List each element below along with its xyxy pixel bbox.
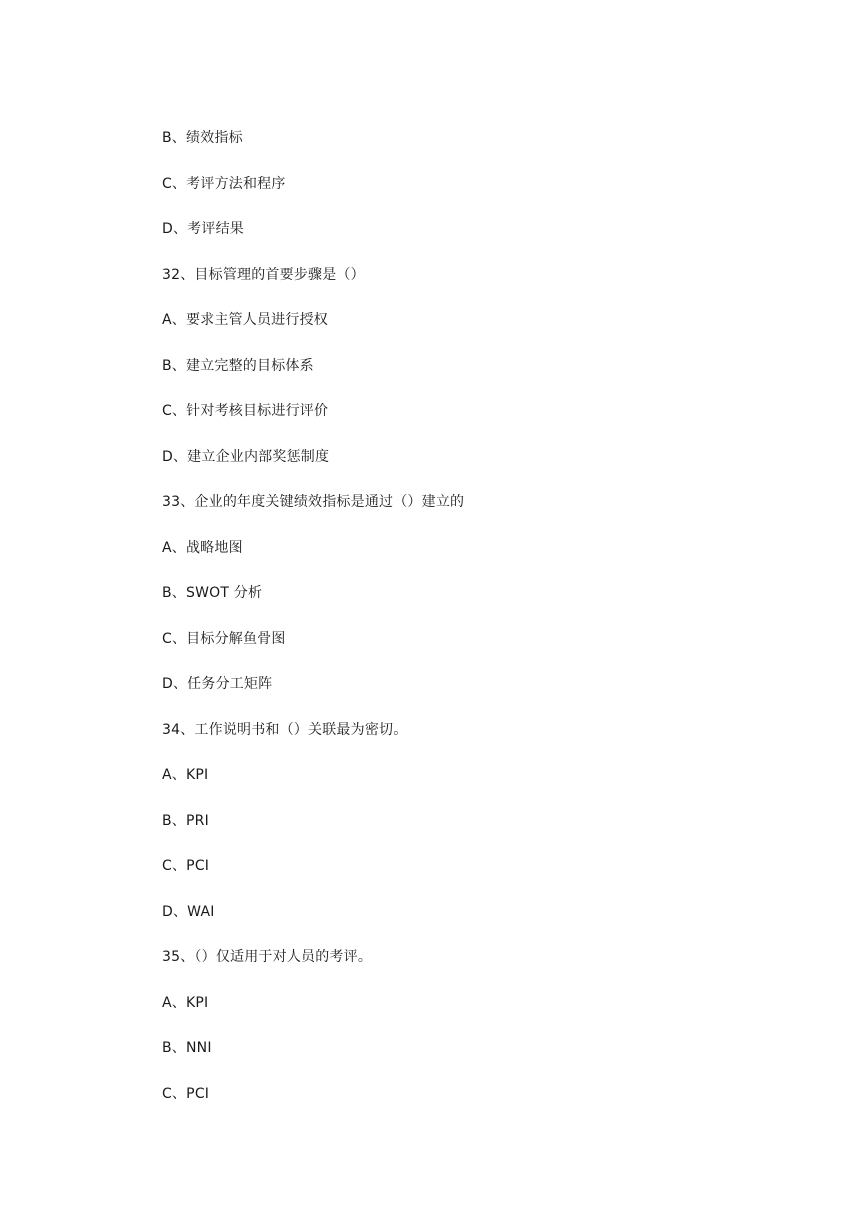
question-line: 33、企业的年度关键绩效指标是通过（）建立的: [162, 494, 465, 510]
option-line: C、PCI: [162, 1086, 210, 1102]
option-line: B、建立完整的目标体系: [162, 358, 314, 374]
option-line: C、考评方法和程序: [162, 176, 286, 192]
question-line: 35、（）仅适用于对人员的考评。: [162, 949, 373, 965]
option-line: D、考评结果: [162, 221, 244, 237]
option-line: B、NNI: [162, 1040, 212, 1056]
option-line: A、战略地图: [162, 540, 243, 556]
option-line: B、绩效指标: [162, 130, 243, 146]
question-line: 34、工作说明书和（）关联最为密切。: [162, 722, 408, 738]
option-line: A、要求主管人员进行授权: [162, 312, 328, 328]
option-line: D、任务分工矩阵: [162, 676, 273, 692]
question-line: 32、目标管理的首要步骤是（）: [162, 267, 365, 283]
option-line: B、PRI: [162, 813, 209, 829]
option-line: A、KPI: [162, 995, 209, 1011]
option-line: D、建立企业内部奖惩制度: [162, 449, 330, 465]
option-line: C、PCI: [162, 858, 210, 874]
option-line: A、KPI: [162, 767, 209, 783]
option-line: C、目标分解鱼骨图: [162, 631, 286, 647]
option-line: B、SWOT 分析: [162, 585, 263, 601]
option-line: D、WAI: [162, 904, 215, 920]
option-line: C、针对考核目标进行评价: [162, 403, 329, 419]
